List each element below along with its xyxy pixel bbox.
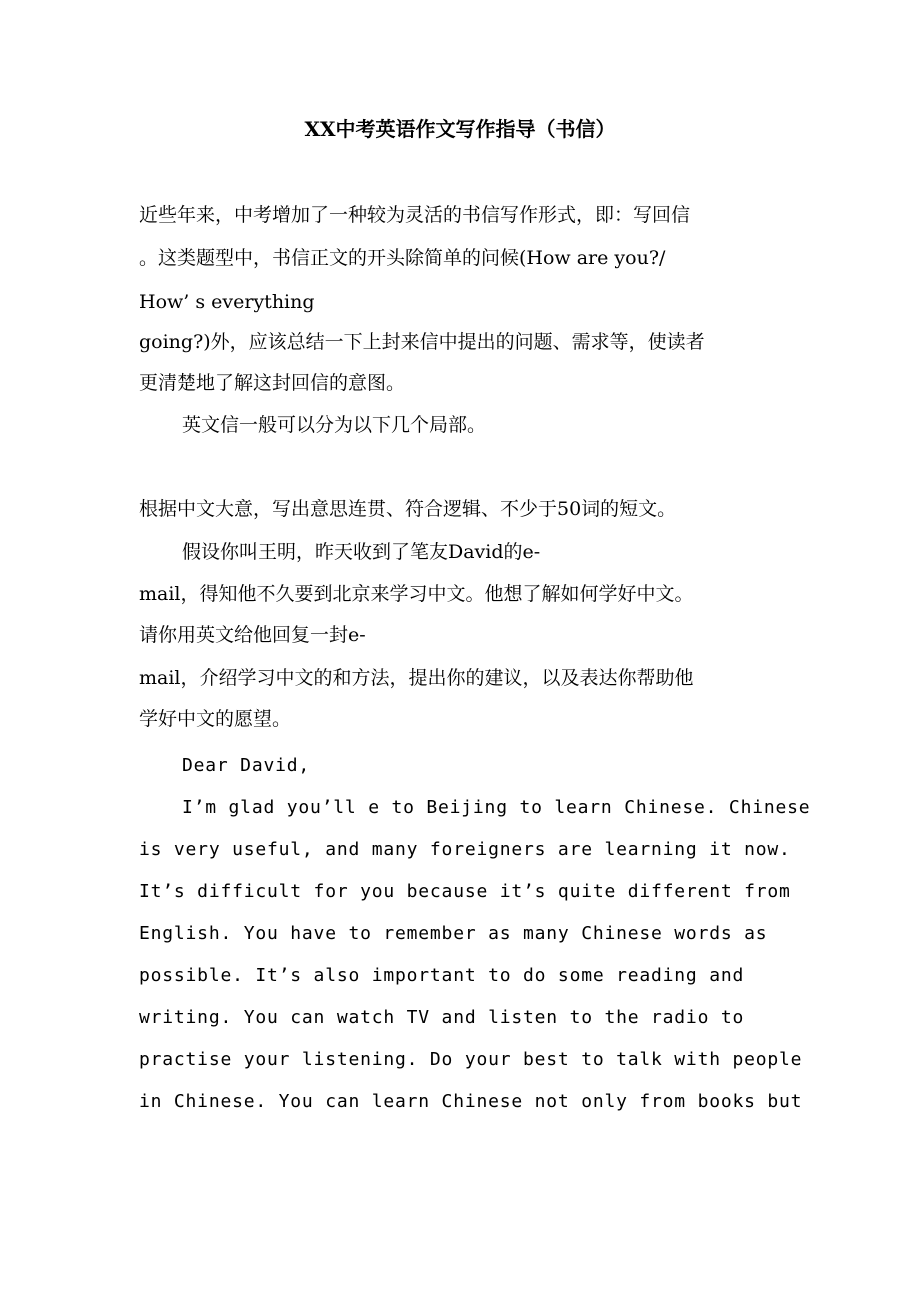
document-title: XX中考英语作文写作指导（书信） (304, 117, 616, 141)
task-line-4: 请你用英文给他回复一封e- (139, 624, 366, 646)
intro-line-5: 更清楚地了解这封回信的意图。 (139, 372, 406, 394)
letter-line-4: English. You have to remember as many Chinese words as (139, 923, 768, 944)
task-line-6: 学好中文的愿望。 (139, 708, 292, 730)
letter-line-1: I’m glad you’ll e to Beijing to learn Chinese. Chinese (182, 797, 811, 818)
letter-line-5: possible. It’s also important to do some reading and (139, 965, 745, 986)
letter-line-7: practise your listening. Do your best to talk with people (139, 1049, 803, 1070)
intro-line-4: going?)外，应该总结一下上封来信中提出的问题、需求等，使读者 (139, 331, 705, 353)
parts-line: 英文信一般可以分为以下几个局部。 (182, 414, 487, 436)
intro-line-1: 近些年来，中考增加了一种较为灵活的书信写作形式，即：写回信 (139, 204, 691, 226)
task-line-1: 根据中文大意，写出意思连贯、符合逻辑、不少于50词的短文。 (139, 498, 677, 520)
letter-line-8: in Chinese. You can learn Chinese not only from books but (139, 1091, 803, 1112)
letter-salutation: Dear David, (182, 755, 311, 776)
task-line-5: mail，介绍学习中文的和方法，提出你的建议，以及表达你帮助他 (139, 667, 694, 689)
intro-line-3: How’ s everything (139, 291, 315, 313)
letter-line-2: is very useful, and many foreigners are learning it now. (139, 839, 791, 860)
task-line-2: 假设你叫王明，昨天收到了笔友David的e- (182, 541, 541, 563)
letter-line-3: It’s difficult for you because it’s quite different from (139, 881, 791, 902)
task-line-3: mail，得知他不久要到北京来学习中文。他想了解如何学好中文。 (139, 583, 694, 605)
intro-line-2: 。这类题型中，书信正文的开头除简单的问候(How are you?/ (139, 247, 666, 269)
letter-line-6: writing. You can watch TV and listen to the radio to (139, 1007, 745, 1028)
